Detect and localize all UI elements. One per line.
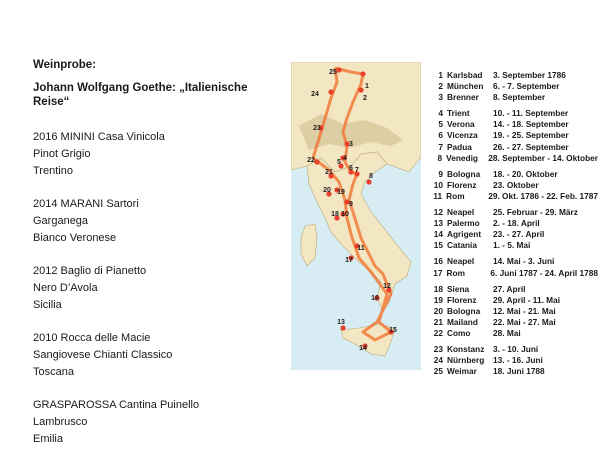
- stop-date: 3. - 10. Juni: [493, 344, 539, 355]
- stop-city: Nürnberg: [447, 355, 485, 366]
- wine-producer: 2016 MININI Casa Vinicola: [33, 131, 165, 143]
- stop-city: Verona: [447, 119, 475, 130]
- wine-producer: 2014 MARANI Sartori: [33, 198, 139, 210]
- stop-date: 27. April: [493, 283, 526, 294]
- stop-date: 28. Mai: [493, 327, 521, 338]
- stop-marker: [336, 67, 341, 72]
- stop-label: 25: [329, 69, 337, 76]
- wine-producer: GRASPAROSSA Cantina Puinello: [33, 399, 200, 411]
- wine-list: [33, 129, 283, 448]
- wine-grape: Pinot Grigio: [33, 148, 91, 160]
- stop-number: 20: [433, 305, 443, 316]
- stop-number: 11: [433, 190, 443, 201]
- wine-region: Emilia: [33, 433, 63, 445]
- wine-grape: Garganega: [33, 215, 89, 227]
- itinerary-row: [433, 268, 598, 279]
- wine-grape: Nero D’Avola: [33, 282, 98, 294]
- stop-number: 1: [438, 70, 443, 80]
- stop-city: Padua: [447, 141, 472, 152]
- stop-number: 8: [437, 152, 443, 163]
- stop-label: 1: [365, 83, 369, 90]
- wine-region: Bianco Veronese: [33, 232, 117, 244]
- stop-marker: [358, 87, 363, 92]
- stop-label: 17: [345, 257, 353, 264]
- stop-city: Karlsbad: [447, 70, 483, 80]
- itinerary-row: [433, 119, 598, 130]
- stop-date: 25. Februar - 29. März: [493, 207, 578, 218]
- itinerary-row: [433, 142, 598, 153]
- wine-grape: Lambrusco: [33, 416, 88, 428]
- stop-label: 7: [355, 167, 359, 174]
- stop-label: 24: [311, 91, 319, 98]
- stop-city: Weimar: [447, 366, 477, 377]
- stop-city: Palermo: [447, 218, 480, 229]
- itinerary-row: [433, 70, 598, 81]
- wine-entry: [33, 129, 283, 180]
- itinerary-row: [433, 240, 598, 251]
- stop-date: 1. - 5. Mai: [493, 240, 531, 251]
- wine-entry: [33, 330, 283, 381]
- stop-label: 14: [359, 345, 367, 352]
- stop-date: 22. Mai - 27. Mai: [493, 316, 556, 327]
- stop-label: 13: [337, 319, 345, 326]
- stop-label: 2: [363, 95, 367, 102]
- itinerary-group: [433, 207, 598, 251]
- wine-region: Trentino: [33, 165, 73, 177]
- stop-number: 10: [433, 179, 443, 190]
- stop-city: Neapel: [447, 207, 475, 218]
- stop-label: 16: [371, 295, 379, 302]
- stop-number: 4: [438, 108, 443, 119]
- wine-producer: 2012 Baglio di Pianetto: [33, 265, 147, 277]
- stop-label: 3: [349, 141, 353, 148]
- stop-city: Konstanz: [447, 344, 485, 355]
- stop-number: 3: [438, 92, 443, 103]
- itinerary-row: [433, 92, 598, 103]
- stop-number: 22: [433, 327, 443, 338]
- stop-marker: [360, 71, 365, 76]
- map-land-europe: [291, 62, 421, 172]
- stop-city: Bologna: [447, 168, 481, 179]
- itinerary-row: [433, 207, 598, 218]
- itinerary-row: [433, 153, 598, 164]
- stop-number: 18: [433, 283, 443, 294]
- stop-label: 22: [307, 157, 315, 164]
- itinerary-group: [433, 256, 598, 278]
- stop-date: 19. - 25. September: [493, 130, 569, 141]
- stop-date: 23. Oktober: [493, 179, 539, 190]
- wine-region: Sicilia: [33, 299, 62, 311]
- itinerary-row: [433, 328, 598, 339]
- stop-date: 29. Okt. 1786 - 22. Feb. 1787: [488, 190, 598, 201]
- wine-entry: [33, 263, 283, 314]
- stop-city: Siena: [447, 283, 470, 294]
- stop-city: Agrigent: [447, 229, 482, 240]
- itinerary-row: [433, 295, 598, 306]
- stop-label: 18: [331, 211, 339, 218]
- page-subheading: Johann Wolfgang Goethe: „Italienische Reise“: [33, 82, 248, 108]
- stop-number: 19: [433, 294, 443, 305]
- itinerary-row: [433, 180, 598, 191]
- stop-date: 14. - 18. September: [493, 119, 569, 130]
- stop-number: 15: [433, 240, 443, 251]
- itinerary-row: [433, 306, 598, 317]
- stop-date: 8. September: [493, 92, 546, 103]
- stop-city: Venedig: [446, 152, 478, 163]
- route-map-graphic: [291, 62, 421, 370]
- stop-city: Rom: [446, 190, 465, 201]
- stop-date: 10. - 11. September: [493, 108, 569, 119]
- stop-city: Florenz: [447, 179, 477, 190]
- stop-number: 2: [438, 81, 443, 92]
- itinerary-row: [433, 344, 598, 355]
- stop-number: 17: [433, 267, 443, 278]
- route-map: [291, 62, 421, 370]
- stop-number: 7: [438, 141, 443, 152]
- stop-city: Como: [447, 327, 471, 338]
- stop-label: 8: [369, 173, 373, 180]
- itinerary-row: [433, 218, 598, 229]
- itinerary-group: [433, 284, 598, 339]
- stop-marker: [328, 89, 333, 94]
- stop-city: Mailand: [447, 316, 478, 327]
- stop-label: 23: [313, 125, 321, 132]
- stop-city: Neapel: [447, 256, 475, 267]
- stop-date: 3. September 1786: [493, 70, 566, 80]
- stop-label: 21: [325, 169, 333, 176]
- wine-grape: Sangiovese Chianti Classico: [33, 349, 173, 361]
- stop-label: 5: [337, 159, 341, 166]
- itinerary-row: [433, 355, 598, 366]
- wine-entry: [33, 397, 283, 448]
- wine-region: Toscana: [33, 366, 74, 378]
- stop-label: 15: [389, 327, 397, 334]
- itinerary-row: [433, 284, 598, 295]
- itinerary-row: [433, 108, 598, 119]
- stop-number: 9: [438, 168, 443, 179]
- stop-number: 5: [438, 119, 443, 130]
- stop-number: 21: [433, 316, 443, 327]
- itinerary-row: [433, 191, 598, 202]
- stop-label: 20: [323, 187, 331, 194]
- stop-number: 12: [433, 207, 443, 218]
- stop-marker: [366, 179, 371, 184]
- stop-date: 14. Mai - 3. Juni: [493, 256, 555, 267]
- stop-label: 4: [343, 155, 347, 162]
- stop-city: Bologna: [447, 305, 481, 316]
- stop-date: 6. Juni 1787 - 24. April 1788: [490, 267, 598, 278]
- stop-city: Vicenza: [447, 130, 478, 141]
- stop-city: Trient: [447, 108, 470, 119]
- stop-number: 23: [433, 344, 443, 355]
- stop-number: 24: [433, 355, 443, 366]
- stop-number: 14: [433, 229, 443, 240]
- stop-number: 6: [438, 130, 443, 141]
- stop-date: 18. Juni 1788: [493, 366, 545, 377]
- stop-city: München: [447, 81, 484, 92]
- stop-number: 25: [433, 366, 443, 377]
- stop-city: Rom: [446, 267, 465, 278]
- itinerary-group: [433, 344, 598, 377]
- stop-label: 12: [383, 283, 391, 290]
- itinerary-row: [433, 130, 598, 141]
- stop-label: 9: [349, 201, 353, 208]
- stop-label: 10: [341, 211, 349, 218]
- wine-list-panel: [33, 58, 283, 450]
- itinerary-row: [433, 317, 598, 328]
- stop-marker: [314, 159, 319, 164]
- stop-city: Brenner: [447, 92, 479, 103]
- itinerary-group: [433, 70, 598, 103]
- stop-date: 18. - 20. Oktober: [493, 168, 558, 179]
- stop-date: 29. April - 11. Mai: [493, 294, 561, 305]
- wine-producer: 2010 Rocca delle Macie: [33, 332, 151, 344]
- stop-date: 28. September - 14. Oktober: [488, 152, 598, 163]
- stop-date: 23. - 27. April: [493, 229, 545, 240]
- stop-label: 19: [337, 189, 345, 196]
- wine-entry: [33, 196, 283, 247]
- stop-number: 13: [433, 218, 443, 229]
- stop-date: 6. - 7. September: [493, 81, 560, 92]
- stop-date: 12. Mai - 21. Mai: [493, 305, 556, 316]
- stop-number: 16: [433, 256, 443, 267]
- stop-date: 26. - 27. September: [493, 141, 569, 152]
- itinerary-group: [433, 108, 598, 163]
- stop-city: Florenz: [447, 294, 477, 305]
- stop-label: 11: [357, 245, 365, 252]
- itinerary-row: [433, 81, 598, 92]
- itinerary-row: [433, 169, 598, 180]
- page-heading: Weinprobe:: [33, 59, 97, 71]
- itinerary-group: [433, 169, 598, 202]
- stop-label: 6: [349, 165, 353, 172]
- stop-marker: [340, 325, 345, 330]
- itinerary-row: [433, 229, 598, 240]
- itinerary-row: [433, 366, 598, 377]
- stop-city: Catania: [447, 240, 477, 251]
- stop-date: 13. - 16. Juni: [493, 355, 543, 366]
- itinerary-row: [433, 256, 598, 267]
- stop-date: 2. - 18. April: [493, 218, 540, 229]
- itinerary-list: [433, 70, 598, 382]
